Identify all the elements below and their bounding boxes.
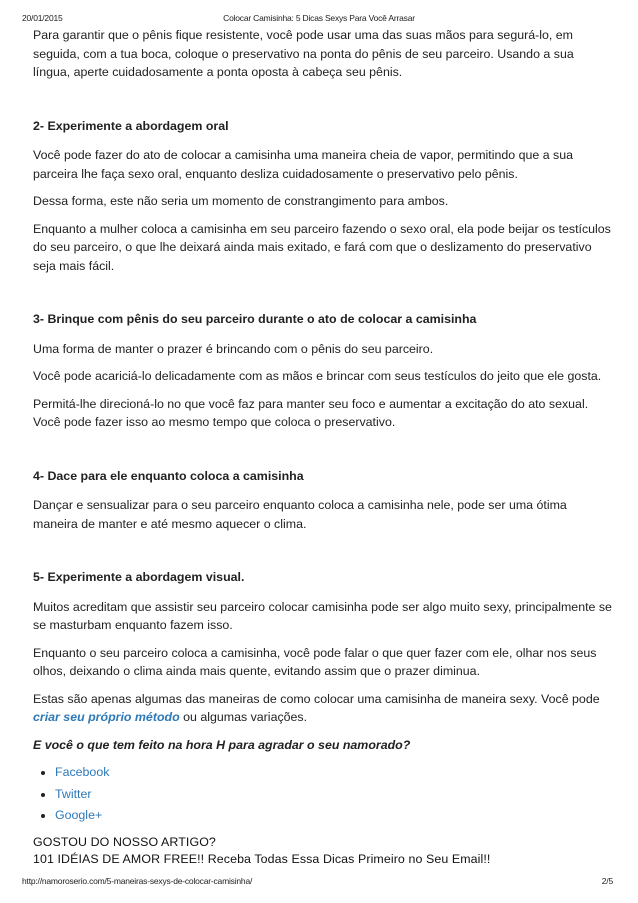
- section-4-paragraph-1: Dançar e sensualizar para o seu parceiro enquanto coloca a camisinha nele, pode ser uma ótima maneira de manter e até mesmo aquecer o clima.: [33, 498, 567, 531]
- section-heading-2: 2- Experimente a abordagem oral: [33, 118, 229, 133]
- social-share-list: [33, 763, 613, 825]
- twitter-link[interactable]: Twitter: [55, 786, 92, 801]
- list-item: [55, 785, 613, 804]
- google-plus-link[interactable]: Google+: [55, 808, 103, 822]
- section-3-paragraph-2: Você pode acariciá-lo delicadamente com as mãos e brincar com seus testículos do jeito que ele gosta.: [33, 369, 602, 383]
- closing-text-before: Estas são apenas algumas das maneiras de como colocar uma camisinha de maneira sexy. Você pode: [33, 691, 600, 706]
- facebook-link[interactable]: Facebook: [55, 765, 110, 779]
- closing-paragraph: [33, 690, 613, 727]
- closing-text-after: ou algumas variações.: [179, 710, 308, 724]
- print-date: 20/01/2015: [22, 13, 63, 23]
- section-2-paragraph-2: Dessa forma, este não seria um momento de constrangimento para ambos.: [33, 194, 449, 208]
- print-page-title: Colocar Camisinha: 5 Dicas Sexys Para Você Arrasar: [223, 13, 415, 23]
- section-heading-4: 4- Dace para ele enquanto coloca a camisinha: [33, 468, 304, 483]
- closing-question: E você o que tem feito na hora H para agradar o seu namorado?: [33, 737, 411, 752]
- section-heading-3: 3- Brinque com pênis do seu parceiro durante o ato de colocar a camisinha: [33, 312, 477, 326]
- page-number: 2/5: [601, 876, 613, 886]
- article-content: [33, 26, 613, 868]
- section-5-paragraph-2: Enquanto o seu parceiro coloca a camisinha, você pode falar o que quer fazer com ele, olhar nos seus olhos, deixando o clima ainda mais quente, evitando assim que o prazer diminua.: [33, 645, 597, 678]
- print-url: http://namoroserio.com/5-maneiras-sexys-de-colocar-camisinha/: [22, 876, 253, 886]
- list-item: [55, 806, 613, 825]
- section-2-paragraph-3: Enquanto a mulher coloca a camisinha em seu parceiro fazendo o sexo oral, ela pode beijar os testículos do seu parceiro, o que lhe deixará ainda mais exitado, e fará com que o deslizamento do preservativo seja mais fácil.: [33, 221, 611, 273]
- section-3-paragraph-1: Uma forma de manter o prazer é brincando com o pênis do seu parceiro.: [33, 341, 434, 356]
- print-header: [0, 13, 638, 25]
- cta-heading: GOSTOU DO NOSSO ARTIGO?: [33, 834, 216, 849]
- create-own-method-link[interactable]: criar seu próprio método: [33, 710, 180, 724]
- intro-paragraph: Para garantir que o pênis fique resistente, você pode usar uma das suas mãos para segurá-lo, em seguida, com a tua boca, coloque o preservativo na ponta do pênis de seu parceiro. Usando a sua língua, aperte cuidadosamente a ponta oposta à cabeça seu pênis.: [33, 28, 574, 79]
- section-3-paragraph-3: Permitá-lhe direcioná-lo no que você faz para manter seu foco e aumentar a excitação do ato sexual. Você pode fazer isso ao mesmo tempo que coloca o preservativo.: [33, 396, 589, 429]
- section-5-paragraph-1: Muitos acreditam que assistir seu parceiro colocar camisinha pode ser algo muito sexy, principalmente se se masturbam enquanto fazem isso.: [33, 599, 612, 632]
- cta-subheading: 101 IDÉIAS DE AMOR FREE!! Receba Todas Essa Dicas Primeiro no Seu Email!!: [33, 851, 491, 866]
- section-2-paragraph-1: Você pode fazer do ato de colocar a camisinha uma maneira cheia de vapor, permitindo que a sua parceira lhe faça sexo oral, enquanto desliza cuidadosamente o preservativo pelo pênis.: [33, 148, 574, 181]
- section-heading-5: 5- Experimente a abordagem visual.: [33, 570, 245, 584]
- list-item: [55, 763, 613, 782]
- print-footer: [0, 876, 638, 888]
